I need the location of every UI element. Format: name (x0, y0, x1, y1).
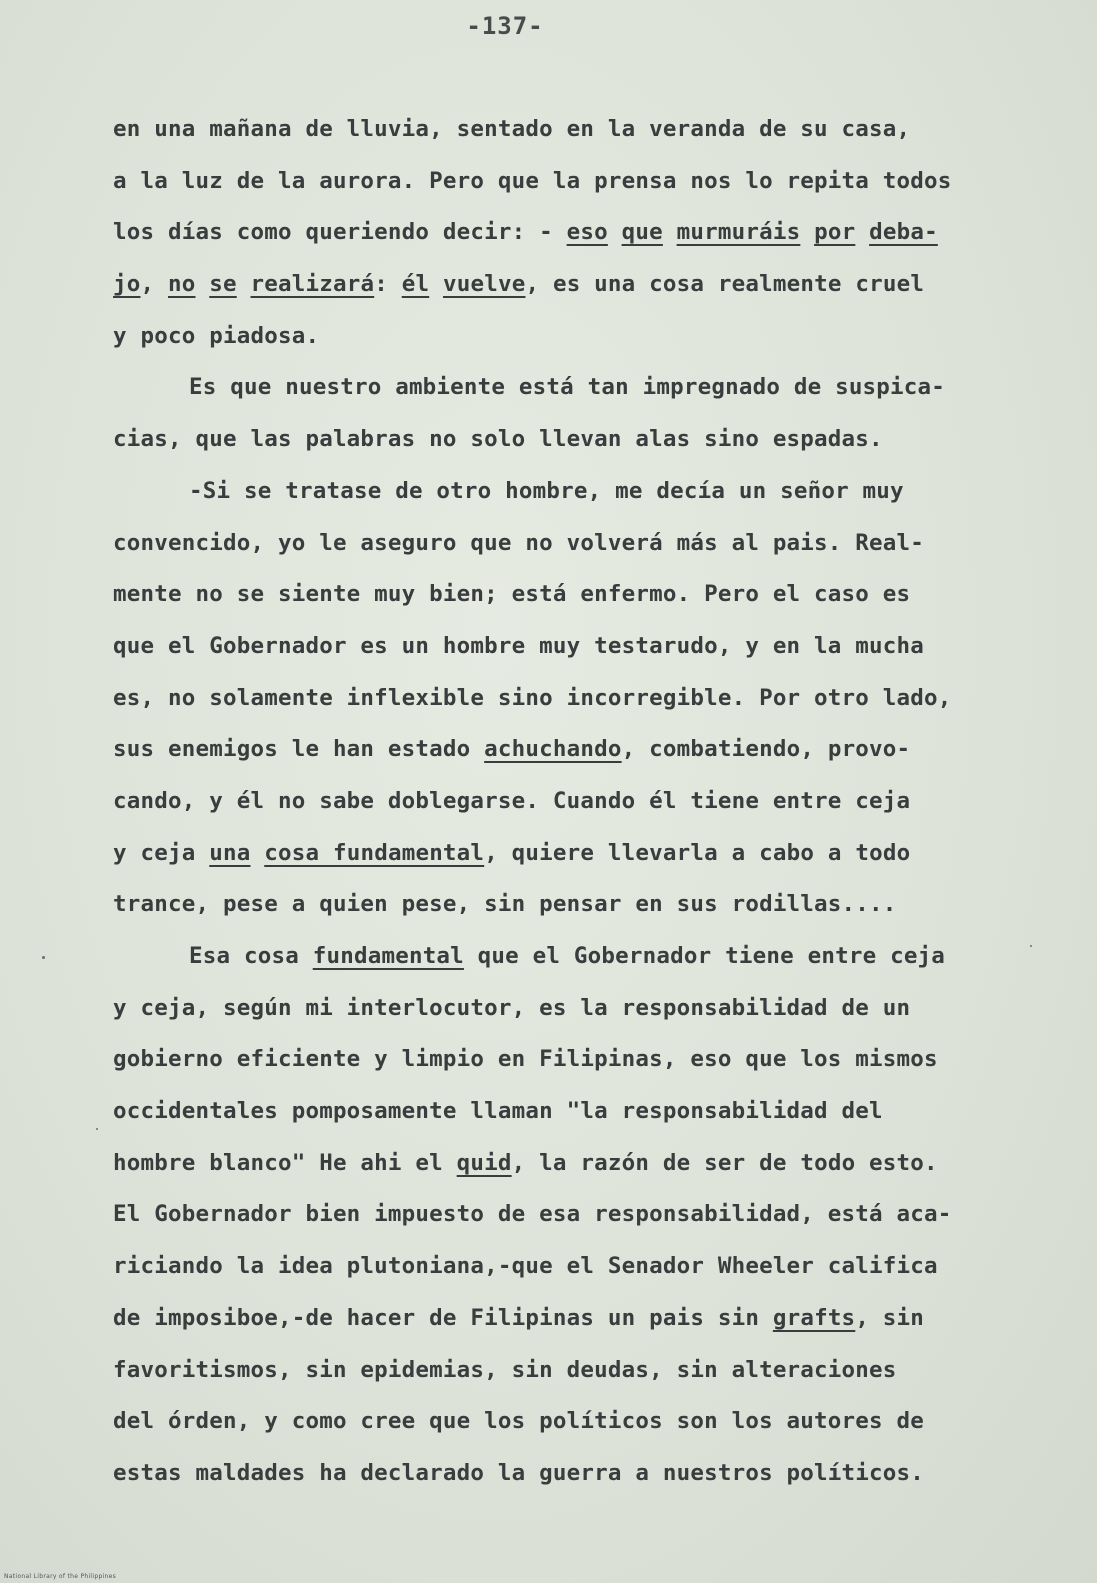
text-run: estas maldades ha declarado la guerra a nuestros políticos. (113, 1459, 925, 1486)
typewritten-text (113, 104, 1048, 1500)
text-run: gobierno eficiente y limpio en Filipinas, eso que los mismos (113, 1046, 938, 1073)
text-run: convencido, yo le aseguro que no volverá más al pais. Real- (113, 529, 925, 556)
text-line (113, 569, 1048, 621)
text-run: occidentales pomposamente llaman "la responsabilidad del (113, 1098, 883, 1125)
text-line (113, 1189, 1048, 1241)
underlined-text: una (209, 839, 251, 866)
text-run: sus enemigos le han estado (113, 736, 485, 763)
text-run (800, 219, 814, 245)
text-run: de imposiboe,-de hacer de Filipinas un pais sin (113, 1304, 773, 1331)
paper-speck (42, 956, 45, 959)
text-run: hombre blanco" He ahi el (113, 1149, 457, 1176)
underlined-text: grafts (772, 1304, 856, 1331)
text-line (113, 207, 1048, 259)
paper-speck (96, 1128, 98, 1130)
text-line (113, 828, 1048, 880)
underlined-text: él (401, 271, 430, 298)
text-line (113, 1034, 1048, 1086)
underlined-text: por (814, 219, 856, 246)
text-line (113, 1345, 1048, 1397)
text-run (608, 219, 622, 245)
text-run: Esa cosa (189, 943, 313, 969)
text-run: y ceja, según mi interlocutor, es la responsabilidad de un (113, 994, 911, 1021)
text-run: que el Gobernador tiene entre ceja (463, 943, 946, 969)
underlined-text: realizará (250, 271, 375, 298)
text-run: a la luz de la aurora. Pero que la prensa nos lo repita todos (113, 167, 952, 194)
text-run: , (140, 271, 168, 298)
archive-footer: National Library of the Philippines (4, 1573, 117, 1580)
text-line (113, 621, 1048, 673)
text-run (196, 271, 210, 297)
underlined-text: achuchando (484, 736, 622, 763)
text-line (113, 518, 1048, 570)
text-run: que el Gobernador es un hombre muy testarudo, y en la mucha (113, 632, 925, 659)
text-line (113, 1448, 1048, 1500)
underlined-text: que (621, 219, 663, 246)
text-run: mente no se siente muy bien; está enfermo. Pero el caso es (113, 581, 911, 608)
text-run (250, 840, 264, 866)
text-line (113, 983, 1048, 1035)
underlined-text: deba- (869, 219, 938, 246)
text-run: en una mañana de lluvia, sentado en la veranda de su casa, (113, 116, 911, 142)
text-line (113, 673, 1048, 725)
underlined-text: se (209, 271, 237, 298)
text-run: del órden, y como cree que los políticos son los autores de (113, 1408, 925, 1435)
page-number: -137- (466, 12, 544, 40)
underlined-text: quid (456, 1149, 512, 1176)
underlined-text: jo (113, 271, 141, 298)
text-line (113, 1138, 1048, 1190)
text-run: El Gobernador bien impuesto de esa responsabilidad, está aca- (113, 1201, 952, 1228)
text-line (113, 362, 1048, 414)
text-run: Es que nuestro ambiente está tan impregnado de suspica- (189, 374, 946, 401)
text-run: , sin (855, 1304, 925, 1331)
text-run: riciando la idea plutoniana,-que el Senador Wheeler califica (113, 1253, 938, 1280)
text-run: , combatiendo, provo- (621, 736, 911, 763)
text-line (113, 1086, 1048, 1138)
text-run: y poco piadosa. (113, 322, 320, 349)
text-line (113, 259, 1048, 311)
text-run: favoritismos, sin epidemias, sin deudas, sin alteraciones (113, 1356, 897, 1383)
text-line (113, 466, 1048, 518)
underlined-text: cosa fundamental (264, 839, 485, 866)
underlined-text: vuelve (442, 271, 526, 298)
text-line (113, 311, 1048, 363)
text-line (113, 724, 1048, 776)
text-run: -Si se tratase de otro hombre, me decía un señor muy (189, 477, 904, 504)
text-run: , es una cosa realmente cruel (525, 271, 925, 298)
text-line (113, 414, 1048, 466)
text-line (113, 104, 1048, 156)
text-run: y ceja (113, 839, 210, 866)
text-run: cias, que las palabras no solo llevan alas sino espadas. (113, 426, 883, 453)
text-run: trance, pese a quien pese, sin pensar en sus rodillas.... (113, 891, 897, 918)
underlined-text: fundamental (312, 943, 464, 969)
text-line (113, 156, 1048, 208)
text-run (237, 271, 251, 297)
text-line (113, 1241, 1048, 1293)
paper-speck (1030, 945, 1032, 947)
text-run: , quiere llevarla a cabo a todo (484, 839, 911, 866)
text-run: , la razón de ser de todo esto. (511, 1149, 938, 1176)
text-line (113, 1396, 1048, 1448)
text-line (113, 931, 1048, 983)
text-run: es, no solamente inflexible sino incorregible. Por otro lado, (113, 684, 952, 711)
text-line (113, 1293, 1048, 1345)
text-run (855, 219, 869, 245)
text-line (113, 879, 1048, 931)
text-run (429, 271, 443, 297)
text-run (663, 219, 677, 245)
underlined-text: murmuráis (676, 219, 801, 246)
text-run: cando, y él no sabe doblegarse. Cuando él tiene entre ceja (113, 787, 911, 814)
underlined-text: no (168, 271, 196, 298)
text-run: los días como queriendo decir: - (113, 219, 567, 246)
text-run: : (374, 271, 402, 298)
text-line (113, 776, 1048, 828)
underlined-text: eso (566, 219, 608, 246)
